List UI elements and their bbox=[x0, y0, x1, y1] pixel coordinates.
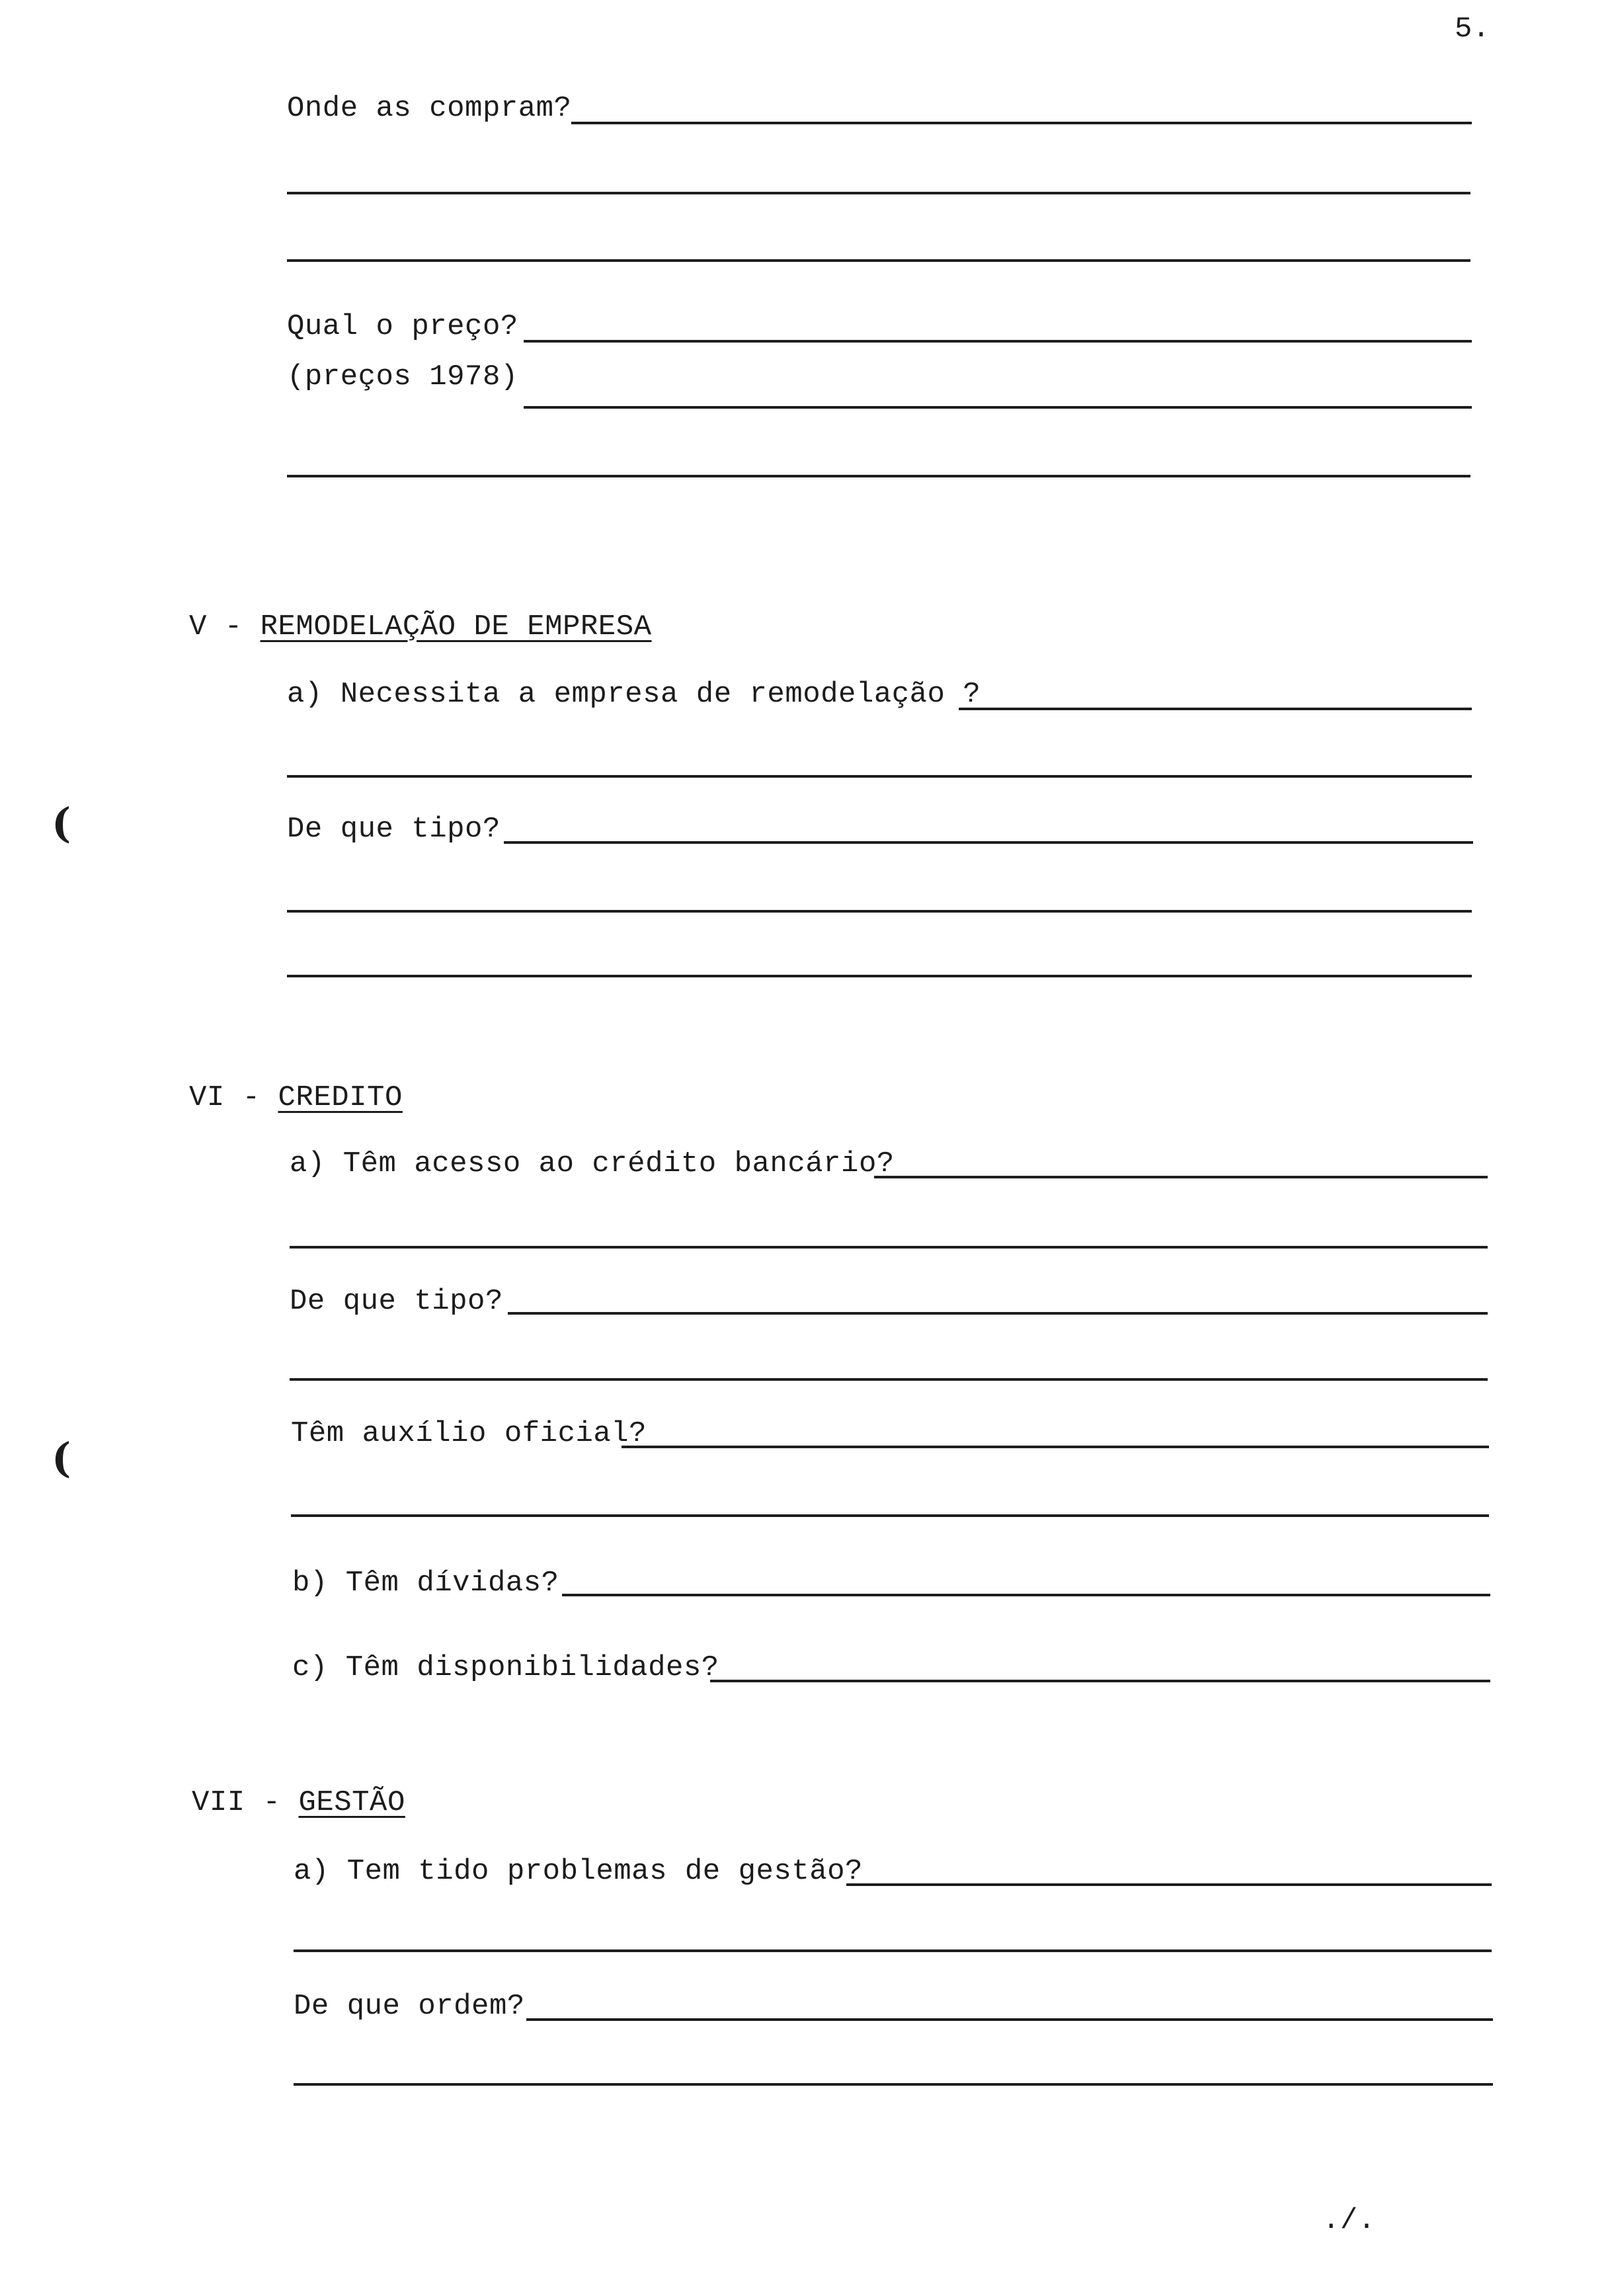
margin-mark: ( bbox=[52, 1434, 71, 1482]
continuation-mark: ./. bbox=[1322, 2204, 1376, 2237]
section-v-title: REMODELAÇÃO DE EMPRESA bbox=[260, 610, 652, 643]
answer-line-auxilio-oficial[interactable] bbox=[622, 1446, 1489, 1448]
answer-line-de-que-tipo-credito[interactable] bbox=[508, 1312, 1488, 1315]
question-necessita-remodelacao: a) Necessita a empresa de remodelação ? bbox=[287, 678, 981, 711]
section-vi-roman: VI - bbox=[189, 1081, 278, 1114]
answer-line-necessita-remodelacao[interactable] bbox=[959, 708, 1472, 710]
answer-line[interactable] bbox=[287, 259, 1470, 262]
section-vii-roman: VII - bbox=[192, 1786, 299, 1819]
answer-line-onde-compram[interactable] bbox=[571, 122, 1472, 124]
question-auxilio-oficial: Têm auxílio oficial? bbox=[291, 1417, 647, 1450]
answer-line[interactable] bbox=[287, 910, 1472, 913]
answer-line-de-que-ordem[interactable] bbox=[526, 2018, 1493, 2021]
question-problemas-gestao: a) Tem tido problemas de gestão? bbox=[294, 1855, 863, 1888]
answer-line[interactable] bbox=[294, 1949, 1492, 1952]
answer-line[interactable] bbox=[287, 475, 1470, 477]
section-v-heading bbox=[189, 608, 652, 645]
note-precos-1978: (preços 1978) bbox=[287, 360, 518, 393]
answer-line[interactable] bbox=[290, 1246, 1488, 1249]
question-onde-compram: Onde as compram? bbox=[287, 92, 572, 125]
answer-line-qual-preco[interactable] bbox=[524, 340, 1472, 343]
answer-line[interactable] bbox=[291, 1514, 1489, 1517]
answer-line[interactable] bbox=[524, 406, 1472, 409]
answer-line[interactable] bbox=[290, 1378, 1488, 1381]
section-vii-heading bbox=[192, 1784, 405, 1821]
margin-mark: ( bbox=[52, 799, 71, 847]
question-acesso-credito: a) Têm acesso ao crédito bancário? bbox=[290, 1147, 895, 1180]
page-number: 5. bbox=[1455, 13, 1490, 46]
answer-line-disponibilidades[interactable] bbox=[710, 1680, 1490, 1682]
answer-line[interactable] bbox=[287, 775, 1472, 778]
question-de-que-tipo-credito: De que tipo? bbox=[290, 1285, 503, 1318]
section-vi-title: CREDITO bbox=[278, 1081, 403, 1114]
question-de-que-tipo-remodelacao: De que tipo? bbox=[287, 813, 501, 846]
answer-line-acesso-credito[interactable] bbox=[874, 1176, 1488, 1178]
section-vii-title: GESTÃO bbox=[298, 1786, 405, 1819]
question-dividas: b) Têm dívidas? bbox=[292, 1567, 559, 1600]
answer-line-problemas-gestao[interactable] bbox=[846, 1883, 1492, 1886]
question-qual-preco: Qual o preço? bbox=[287, 310, 518, 343]
answer-line-dividas[interactable] bbox=[562, 1594, 1490, 1596]
answer-line[interactable] bbox=[287, 975, 1472, 977]
answer-line[interactable] bbox=[294, 2083, 1493, 2086]
answer-line-de-que-tipo-remodelacao[interactable] bbox=[504, 841, 1473, 844]
section-vi-heading bbox=[189, 1079, 403, 1116]
answer-line[interactable] bbox=[287, 192, 1470, 194]
question-de-que-ordem: De que ordem? bbox=[294, 1990, 525, 2023]
section-v-roman: V - bbox=[189, 610, 261, 643]
question-disponibilidades: c) Têm disponibilidades? bbox=[292, 1651, 719, 1684]
